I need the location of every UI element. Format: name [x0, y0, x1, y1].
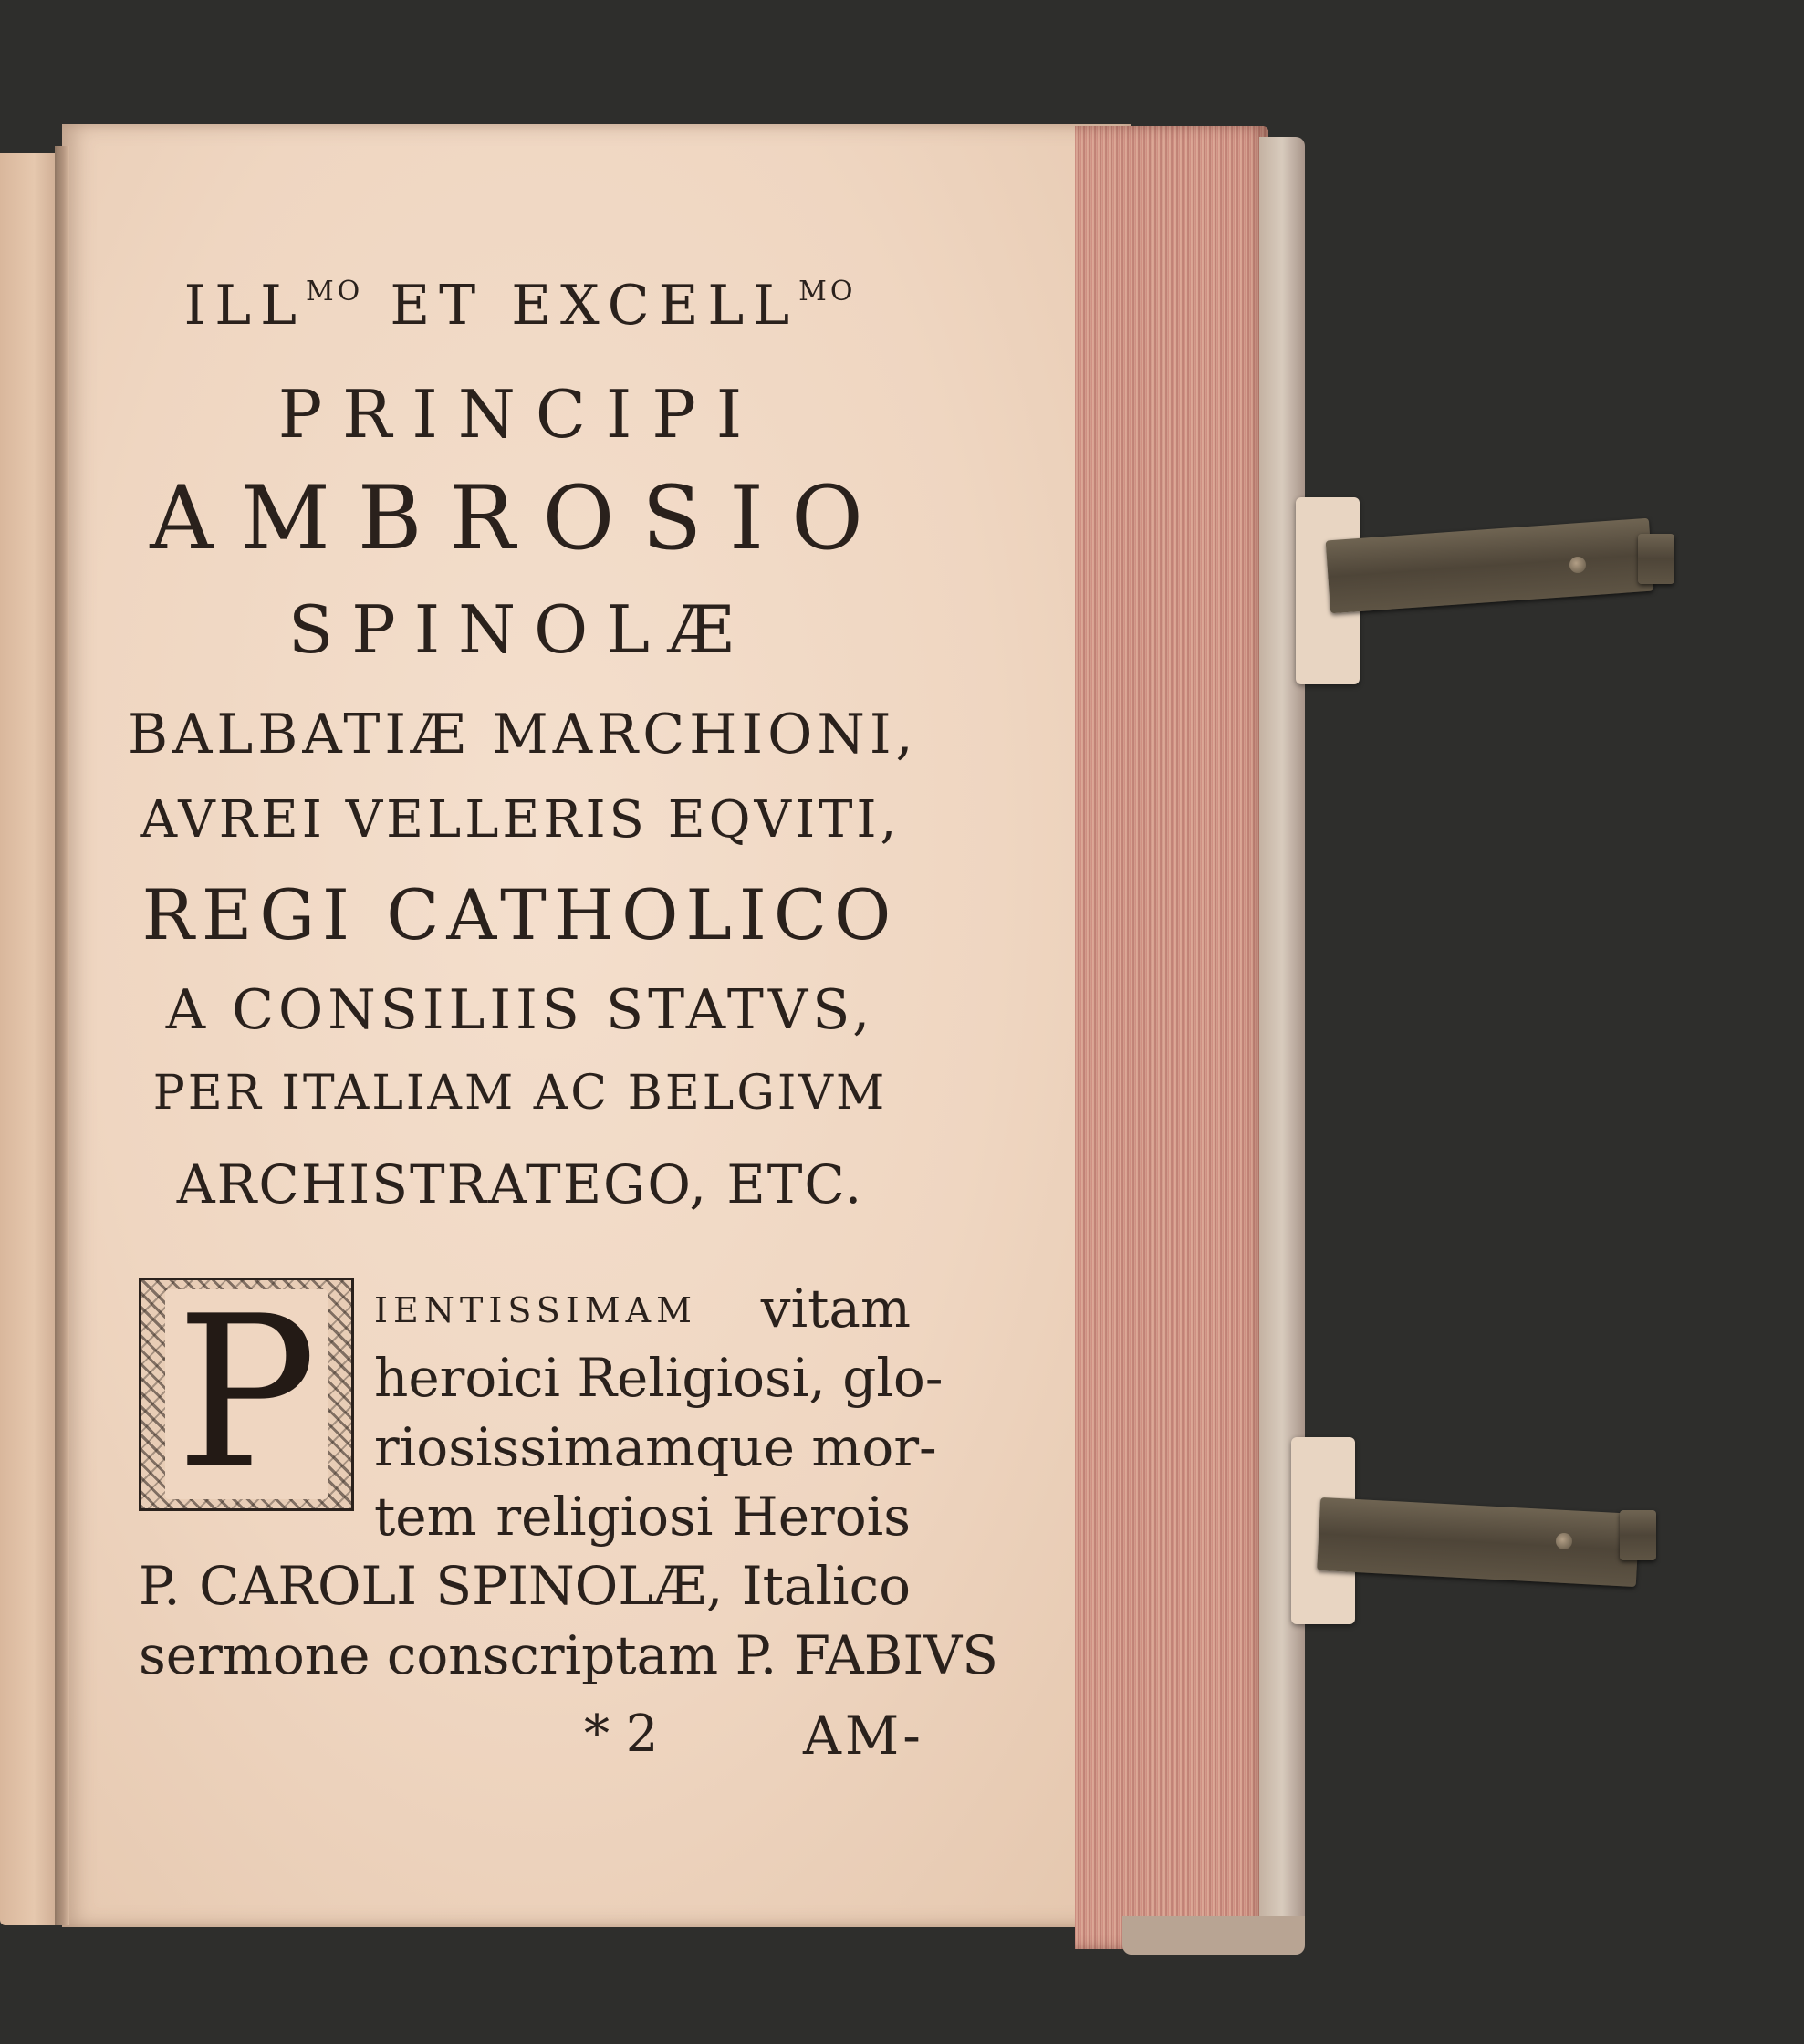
body-line-4: tem religiosi Herois — [374, 1486, 911, 1548]
body-line-6: sermone conscriptam P. FABIVS — [139, 1624, 998, 1686]
catchword: AM- — [803, 1705, 924, 1767]
decorated-initial-icon — [139, 1272, 354, 1516]
dedication-line-7: REGI CATHOLICO — [141, 874, 899, 955]
dedication-line-5: BALBATIÆ MARCHIONI, — [128, 703, 918, 766]
body-line-1 — [374, 1278, 911, 1340]
dedication-heading-1: $ILL^{MO}$ ET $EXCELL^{MO}$ — [183, 274, 857, 338]
dedication-line-6: AVREI VELLERIS EQVITI, — [140, 790, 901, 850]
dedication-heading-4: SPINOLÆ — [287, 591, 753, 668]
dedication-line-8: A CONSILIIS STATVS, — [165, 978, 875, 1042]
dedication-line-9: PER ITALIAM AC BELGIVM — [152, 1066, 888, 1121]
body-line-2: heroici Religiosi, glo- — [374, 1347, 944, 1409]
dedication-heading-2: PRINCIPI — [277, 376, 763, 453]
signature-mark: * 2 — [584, 1705, 659, 1764]
body-line-1-caps: IENTISSIMAM — [374, 1290, 698, 1330]
body-line-5: P. CAROLI SPINOLÆ, Italico — [139, 1555, 911, 1617]
body-line-3: riosissimamque mor- — [374, 1416, 937, 1478]
dedication-heading-3: AMBROSIO — [150, 467, 891, 569]
initial-letter: P — [165, 1289, 328, 1499]
dedication-line-10: ARCHISTRATEGO, ETC. — [176, 1153, 864, 1215]
body-line-1-rest: vitam — [760, 1278, 911, 1340]
